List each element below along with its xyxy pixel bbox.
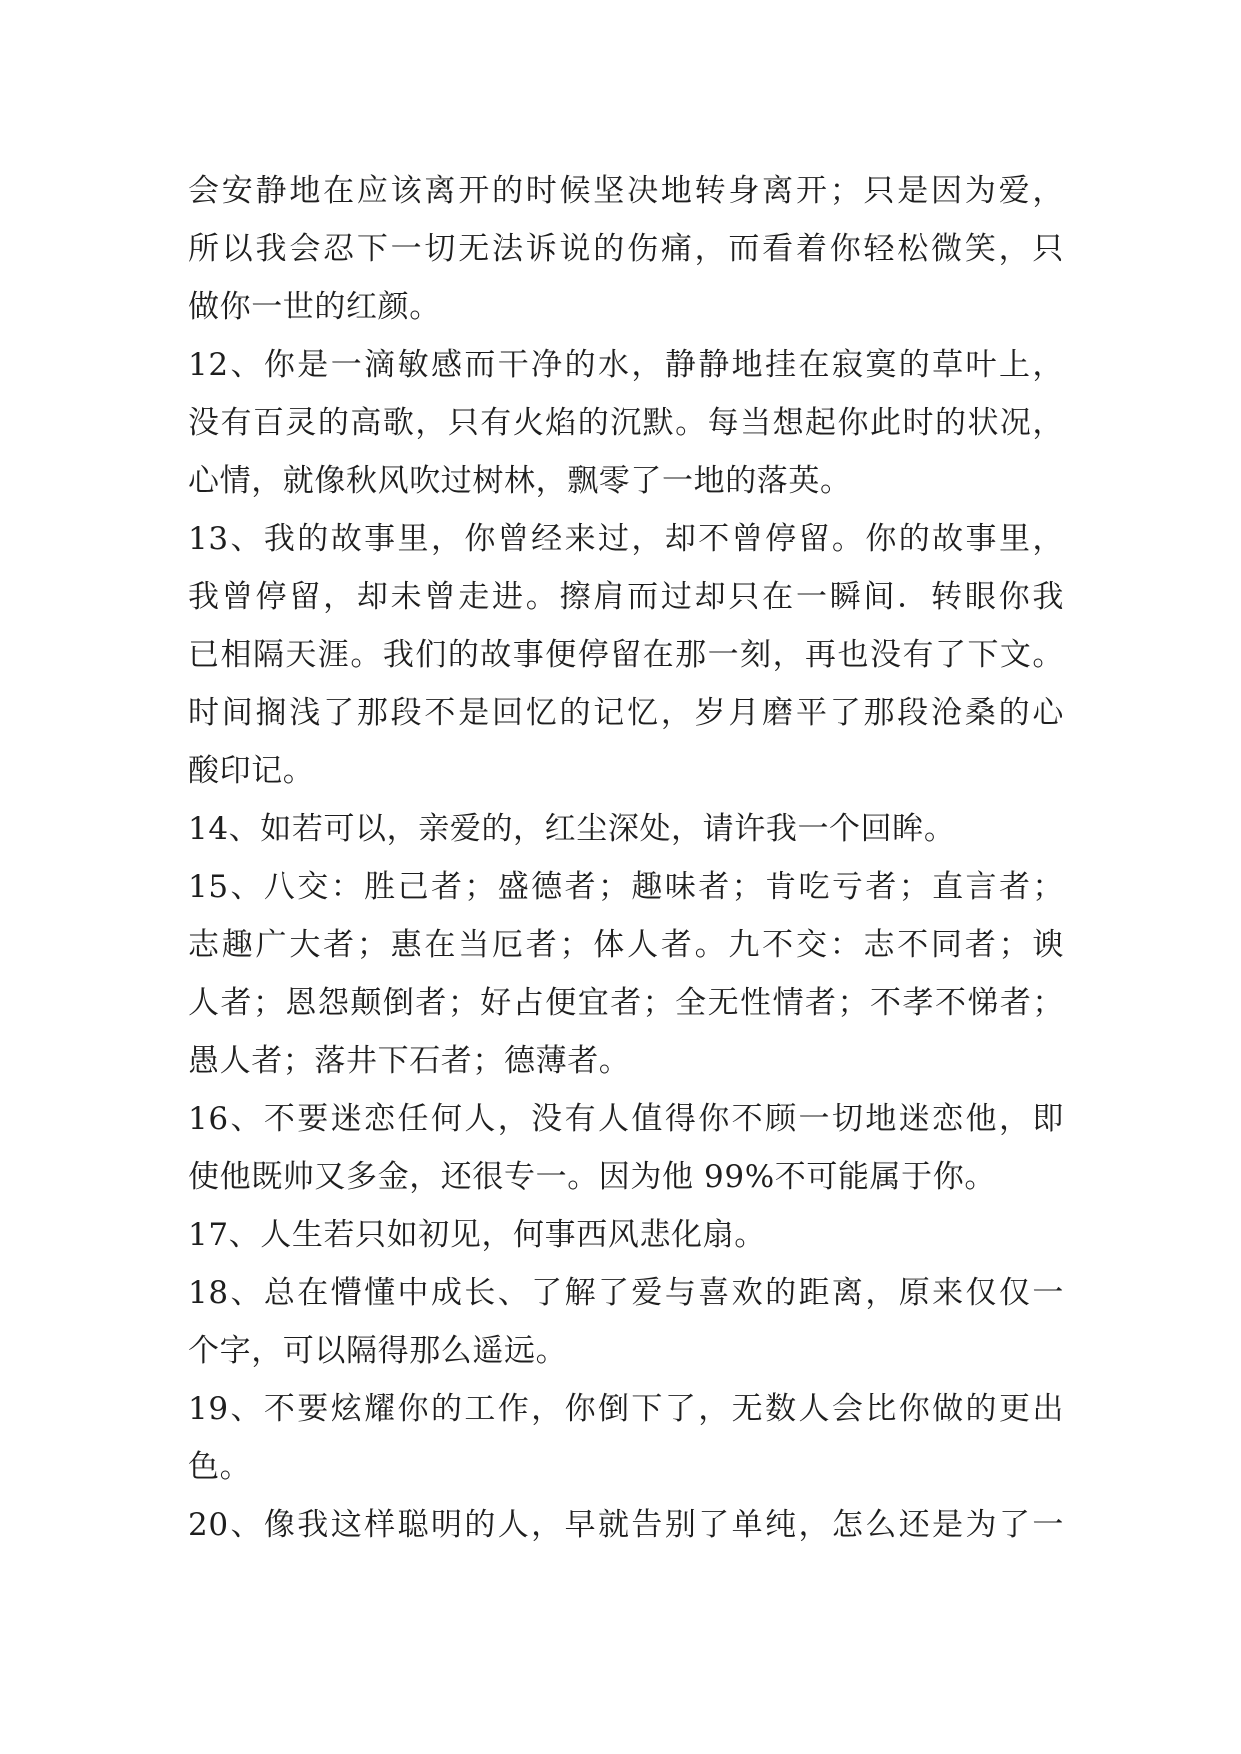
text-line: 没有百灵的高歌，只有火焰的沉默。每当想起你此时的状况，	[188, 405, 1064, 441]
text-line: 人者；恩怨颠倒者；好占便宜者；全无性情者；不孝不悌者；	[188, 985, 1064, 1021]
text-line: 会安静地在应该离开的时候坚决地转身离开；只是因为爱，	[188, 173, 1064, 209]
text-line: 12、你是一滴敏感而干净的水，静静地挂在寂寞的草叶上，	[188, 347, 1064, 383]
text-line: 志趣广大者；惠在当厄者；体人者。九不交：志不同者；谀	[188, 927, 1064, 963]
text-line: 色。	[188, 1449, 252, 1485]
text-line: 做你一世的红颜。	[188, 289, 441, 325]
text-line: 时间搁浅了那段不是回忆的记忆，岁月磨平了那段沧桑的心	[188, 695, 1064, 731]
text-line: 所以我会忍下一切无法诉说的伤痛，而看着你轻松微笑，只	[188, 231, 1064, 267]
text-line: 个字，可以隔得那么遥远。	[188, 1333, 568, 1369]
text-line: 13、我的故事里，你曾经来过，却不曾停留。你的故事里，	[188, 521, 1064, 557]
text-line: 已相隔天涯。我们的故事便停留在那一刻，再也没有了下文。	[188, 637, 1064, 673]
text-line: 14、如若可以，亲爱的，红尘深处，请许我一个回眸。	[188, 811, 956, 847]
text-line: 心情，就像秋风吹过树林，飘零了一地的落英。	[188, 463, 852, 499]
text-line: 19、不要炫耀你的工作，你倒下了，无数人会比你做的更出	[188, 1391, 1064, 1427]
text-line: 16、不要迷恋任何人，没有人值得你不顾一切地迷恋他，即	[188, 1101, 1064, 1137]
text-line: 酸印记。	[188, 753, 315, 789]
text-line: 我曾停留，却未曾走进。擦肩而过却只在一瞬间．转眼你我	[188, 579, 1064, 615]
text-line: 15、八交：胜己者；盛德者；趣味者；肯吃亏者；直言者；	[188, 869, 1064, 905]
text-line: 20、像我这样聪明的人，早就告别了单纯，怎么还是为了一	[188, 1507, 1064, 1543]
text-line: 17、人生若只如初见，何事西风悲化扇。	[188, 1217, 766, 1253]
text-line: 愚人者；落井下石者；德薄者。	[188, 1043, 631, 1079]
document-body	[188, 162, 1064, 1554]
text-line: 18、总在懵懂中成长、了解了爱与喜欢的距离，原来仅仅一	[188, 1275, 1064, 1311]
text-line: 使他既帅又多金，还很专一。因为他 99%不可能属于你。	[188, 1159, 996, 1195]
